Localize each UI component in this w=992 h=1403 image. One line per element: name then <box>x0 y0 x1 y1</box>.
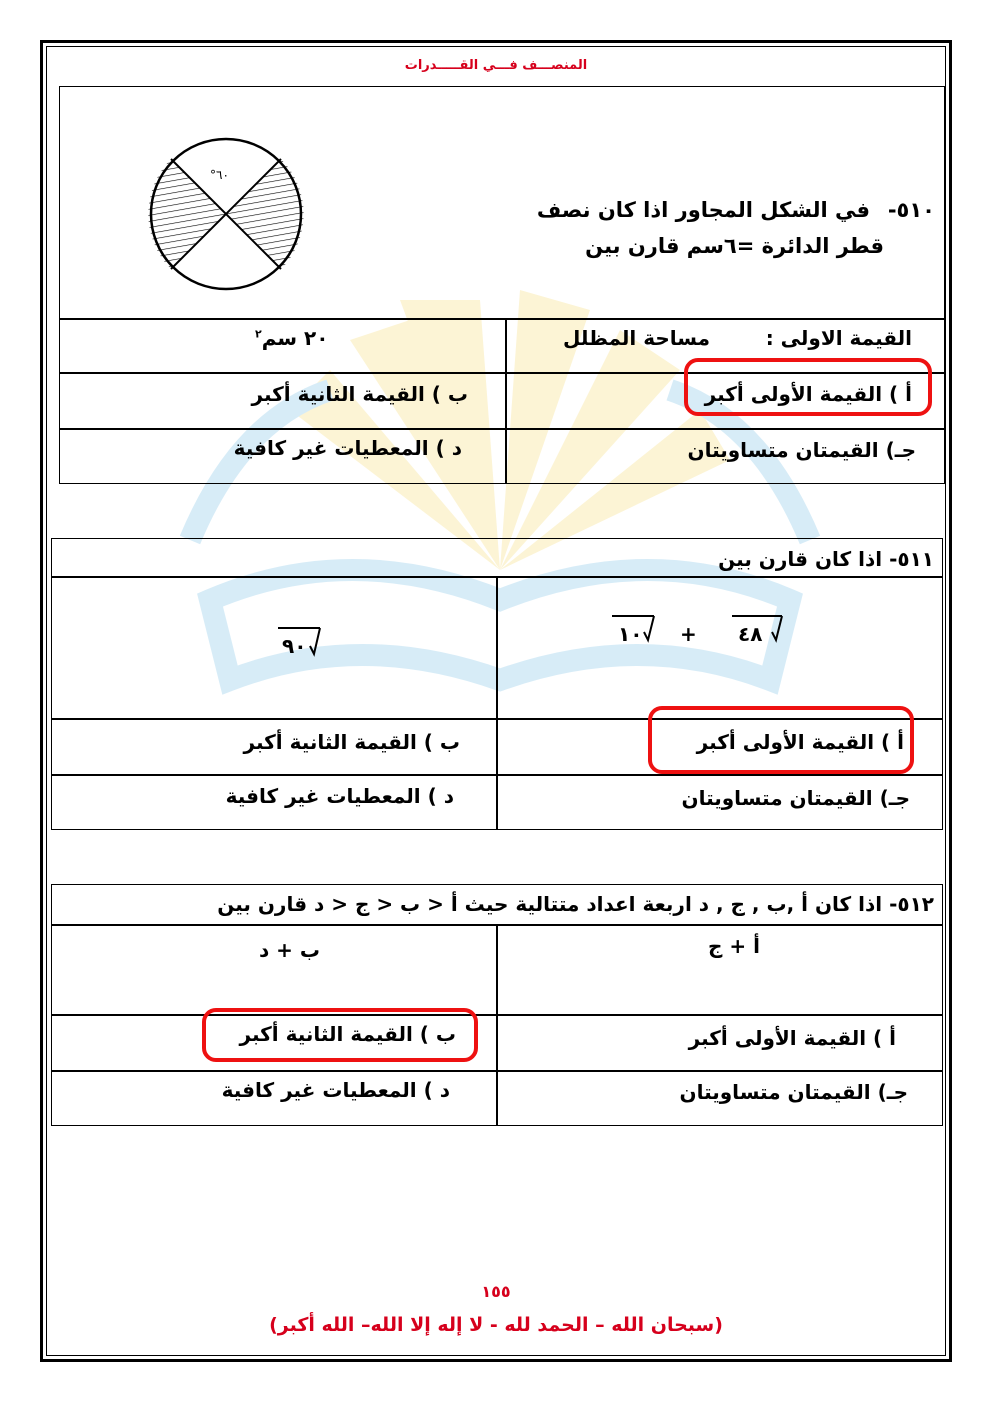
q511-value1 <box>610 612 790 652</box>
q512-value1: أ + ج <box>708 934 760 958</box>
q511-answer-highlight <box>648 706 914 774</box>
q512-value2: ب + د <box>258 938 320 962</box>
q510-value1-label: القيمة الاولى : <box>765 326 912 350</box>
q510-number: ٥١٠- <box>887 198 935 222</box>
q510-angle-label: °٦٠ <box>210 168 229 182</box>
q510-circle-figure <box>148 136 304 292</box>
q512-header: ٥١٢- اذا كان أ ,ب , ج , د اربعة اعداد متتالية حيث أ < ب < ج < د قارن بين <box>217 892 934 916</box>
q511-radicand-10: ١٠ <box>618 622 643 646</box>
q511-option-c[interactable]: جـ) القيمتان متساويتان <box>681 786 910 810</box>
q512-divider-vertical <box>496 924 498 1126</box>
q510-value1: مساحة المظلل <box>562 326 710 350</box>
footer-dua: (سبحان الله – الحمد لله - لا إله إلا الله– الله أكبر) <box>269 1314 723 1336</box>
page-number: ١٥٥ <box>481 1282 511 1301</box>
q511-plus: + <box>680 622 697 646</box>
q511-radicand-90: ٩٠ <box>282 634 307 658</box>
q510-divider-vertical <box>505 318 507 484</box>
q512-option-c[interactable]: جـ) القيمتان متساويتان <box>679 1080 908 1104</box>
q510-divider-row3 <box>59 428 945 430</box>
q512-answer-highlight <box>202 1008 478 1062</box>
q512-option-a[interactable]: أ ) القيمة الأولى أكبر <box>688 1026 896 1050</box>
q512-option-b[interactable]: ب ) القيمة الثانية أكبر <box>239 1022 456 1046</box>
q512-option-d[interactable]: د ) المعطيات غير كافية <box>221 1078 450 1102</box>
q511-option-a[interactable]: أ ) القيمة الأولى أكبر <box>696 730 904 754</box>
q510-divider-top <box>59 318 945 320</box>
q510-answer-highlight <box>684 358 932 416</box>
q511-option-b[interactable]: ب ) القيمة الثانية أكبر <box>243 730 460 754</box>
q511-header: ٥١١- اذا كان قارن بين <box>718 547 934 571</box>
q511-value2 <box>274 624 334 664</box>
q511-divider-vertical <box>496 576 498 830</box>
q511-option-d[interactable]: د ) المعطيات غير كافية <box>225 784 454 808</box>
q510-option-c[interactable]: جـ) القيمتان متساويتان <box>687 438 916 462</box>
page-header-title: المنصـــف فـــي القـــــدرات <box>404 58 588 73</box>
q510-question-line1: في الشكل المجاور اذا كان نصف <box>536 198 870 222</box>
q510-option-d[interactable]: د ) المعطيات غير كافية <box>233 436 462 460</box>
q510-question-line2: قطر الدائرة =٦سم قارن بين <box>585 234 884 258</box>
q510-option-b[interactable]: ب ) القيمة الثانية أكبر <box>251 382 468 406</box>
q510-option-a[interactable]: أ ) القيمة الأولى أكبر <box>704 382 912 406</box>
q510-value2: ٢٠ سم$^٢$ <box>255 326 329 350</box>
q511-radicand-48: ٤٨ <box>738 622 763 646</box>
